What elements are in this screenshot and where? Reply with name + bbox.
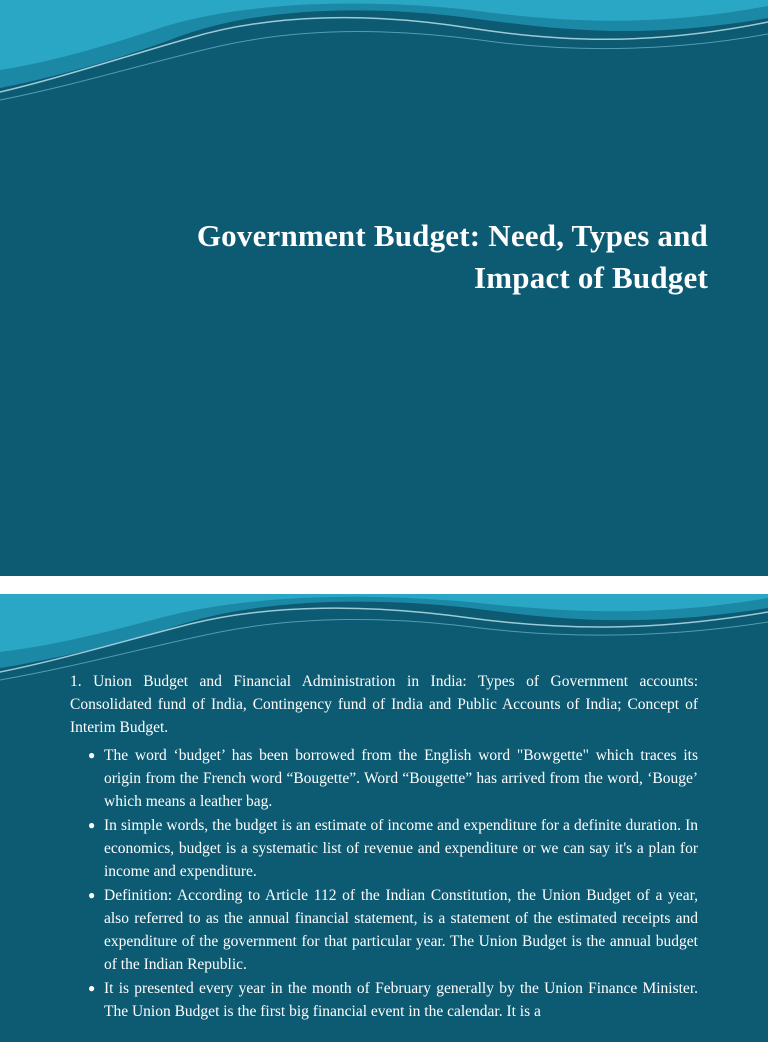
slide-title xyxy=(88,215,708,299)
bullet-text: In simple words, the budget is an estimate of income and expenditure for a definite duration. In economics, budget is a systematic list of revenue and expenditure or we can say it's a plan for income and expenditure. xyxy=(104,817,698,880)
bullet-icon: ● xyxy=(88,981,96,995)
intro-paragraph: 1. Union Budget and Financial Administration in India: Types of Government accounts: Consolidated fund of India, Contingency fund of India and Public Accounts of India; Concept of Interim Budget. xyxy=(70,673,698,736)
wave-decoration xyxy=(0,0,768,110)
bullet-item xyxy=(70,744,698,813)
bullet-icon: ● xyxy=(88,888,96,902)
bullet-text: The word ‘budget’ has been borrowed from the English word "Bowgette" which traces its origin from the French word “Bougette”. Word “Bougette” has arrived from the word, ‘Bouge’ which means a leather bag. xyxy=(104,747,698,810)
bullet-item xyxy=(70,814,698,883)
slide-divider xyxy=(0,576,768,594)
bullet-icon: ● xyxy=(88,818,96,832)
bullet-list xyxy=(70,744,698,1024)
title-line-2: Impact of Budget xyxy=(474,260,708,295)
bullet-text: It is presented every year in the month of February generally by the Union Finance Minister. The Union Budget is the first big financial event in the calendar. It is a xyxy=(104,980,698,1020)
bullet-icon: ● xyxy=(88,748,96,762)
content-slide xyxy=(0,594,768,1042)
bullet-text: Definition: According to Article 112 of the Indian Constitution, the Union Budget of a year, also referred to as the annual financial statement, is a statement of the estimated receipts and expenditure of the government for that particular year. The Union Budget is the annual budget of the Indian Republic. xyxy=(104,887,698,973)
title-line-1: Government Budget: Need, Types and xyxy=(196,218,708,253)
bullet-item xyxy=(70,977,698,1023)
bullet-item xyxy=(70,884,698,976)
